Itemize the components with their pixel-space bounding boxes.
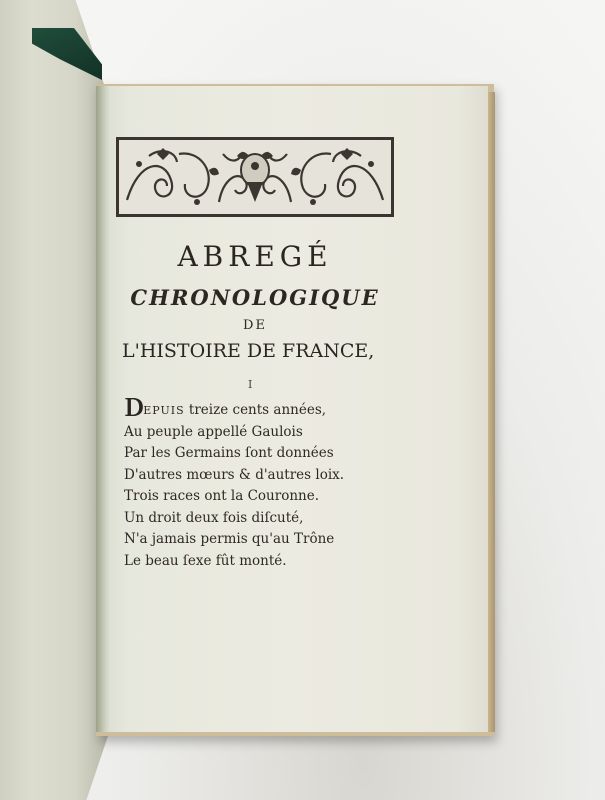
verse-line-1 (124, 394, 384, 422)
verse-number: I (248, 378, 253, 391)
verse-line-4: D'autres mœurs & d'autres loix. (124, 466, 345, 483)
verse-line-7: N'a jamais permis qu'au Trône (124, 531, 335, 547)
verse-line-8: Le beau ſexe fût monté. (124, 552, 287, 569)
page-fore-edge (488, 92, 495, 732)
verse-line-1-text: treize cents années, (184, 402, 327, 418)
title-chronologique: CHRONOLOGIQUE (130, 285, 380, 310)
title-abrege: ABREGÉ (177, 240, 333, 273)
title-de: DE (243, 318, 267, 333)
verse-line-5: Trois races ont la Couronne. (124, 488, 319, 504)
drop-cap: D (124, 394, 144, 422)
ornamental-headpiece (116, 137, 394, 217)
title-histoire-de-france: L'HISTOIRE DE FRANCE, (122, 340, 375, 362)
floral-ornament-icon (119, 140, 391, 214)
verse-line-6: Un droit deux fois diſcuté, (124, 509, 304, 526)
verse-first-word: EPUIS (143, 404, 185, 417)
verse-line-2: Au peuple appellé Gaulois (124, 423, 303, 440)
verse-line-3: Par les Germains ſont données (124, 445, 334, 461)
page-gutter (96, 86, 110, 732)
verse-block (124, 394, 384, 572)
left-page-edge (0, 0, 108, 800)
